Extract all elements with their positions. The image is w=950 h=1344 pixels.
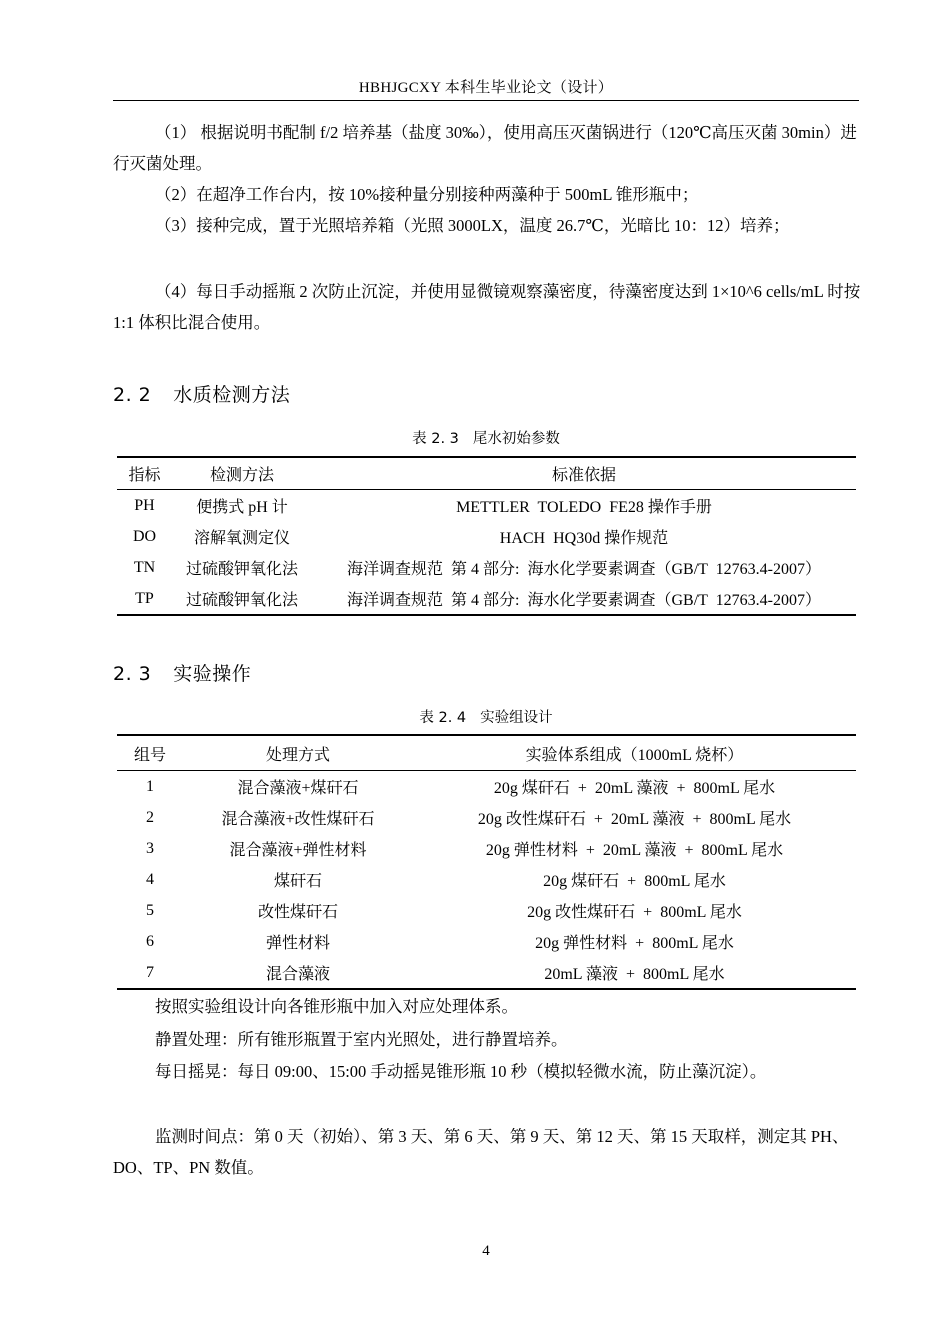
paragraph-static: 静置处理：所有锥形瓶置于室内光照处，进行静置培养。 [155, 1030, 568, 1049]
table-row [117, 552, 856, 583]
table-cell: 便携式 pH 计 [196, 499, 288, 516]
table-row [117, 957, 856, 989]
table-cell: DO [132, 527, 157, 545]
table-cell: 海洋调查规范 第 4 部分: 海水化学要素调查（GB/T 12763.4-2007） [347, 592, 821, 609]
column-header: 指标 [128, 467, 161, 484]
table-cell: 6 [146, 932, 154, 950]
table-cell: 20g 改性煤矸石 + 800mL 尾水 [527, 904, 742, 921]
paragraph-step-1: （1） 根据说明书配制 f/2 培养基（盐度 30‰），使用高压灭菌锅进行（120℃高压灭菌 30min）进行灭菌处理。 [113, 123, 857, 173]
paragraph-step-2: （2）在超净工作台内，按 10%接种量分别接种两藻种于 500mL 锥形瓶中； [155, 185, 699, 204]
table-cell: PH [134, 496, 155, 514]
column-header: 检测方法 [209, 467, 274, 484]
table-title: 实验组设计 [480, 710, 553, 726]
table-cell: 20g 弹性材料 + 800mL 尾水 [535, 935, 734, 952]
table-row [117, 895, 856, 926]
column-header: 实验体系组成（1000mL 烧杯） [525, 746, 744, 764]
section-heading-2-2 [113, 380, 290, 407]
table-row [117, 521, 856, 552]
paragraph-monitoring: 监测时间点：第 0 天（初始）、第 3 天、第 6 天、第 9 天、第 12 天、第 15 天取样，测定其 PH、DO、TP、PN 数值。 [113, 1127, 849, 1177]
table-title: 尾水初始参数 [472, 431, 560, 447]
table-row [117, 833, 856, 864]
column-header: 处理方式 [265, 746, 330, 764]
table-header-row [117, 457, 856, 490]
table-cell: METTLER TOLEDO FE28 操作手册 [456, 499, 712, 516]
table-cell: 混合藻液+弹性材料 [229, 842, 367, 859]
section-heading-2-3 [113, 659, 251, 686]
table-cell: 溶解氧测定仪 [193, 530, 290, 547]
table-water-params [117, 456, 856, 616]
paragraph-step-3: （3）接种完成，置于光照培养箱（光照 3000LX，温度 26.7℃，光暗比 10：12）培养； [155, 216, 790, 235]
table-experiment-groups [117, 734, 856, 990]
table-row [117, 802, 856, 833]
table-cell: 混合藻液+改性煤矸石 [221, 811, 375, 828]
paragraph-step-4: （4）每日手动摇瓶 2 次防止沉淀，并使用显微镜观察藻密度，待藻密度达到 1×10^6 cells/mL 时按 1:1 体积比混合使用。 [113, 282, 861, 332]
table-cell: 混合藻液+煤矸石 [237, 780, 359, 797]
table-caption-2-3 [113, 427, 859, 448]
table-header-row [117, 735, 856, 771]
section-title: 水质检测方法 [173, 384, 291, 406]
page-number: 4 [482, 1243, 490, 1259]
table-row [117, 490, 856, 522]
section-number: 2. 3 [113, 663, 152, 685]
table-cell: 1 [146, 777, 154, 795]
table-cell: 20g 煤矸石 + 20mL 藻液 + 800mL 尾水 [493, 780, 776, 797]
table-cell: HACH HQ30d 操作规范 [499, 530, 669, 547]
column-header: 标准依据 [551, 467, 616, 484]
table-cell: 20g 煤矸石 + 800mL 尾水 [543, 873, 726, 890]
table-row [117, 771, 856, 803]
section-number: 2. 2 [113, 384, 152, 406]
table-cell: 混合藻液 [265, 966, 330, 983]
table-row [117, 926, 856, 957]
header-rule [113, 100, 859, 101]
table-cell: 海洋调查规范 第 4 部分: 海水化学要素调查（GB/T 12763.4-2007） [347, 561, 821, 578]
page-header: HBHJGCXY 本科生毕业论文（设计） [358, 80, 614, 96]
table-row [117, 583, 856, 615]
table-cell: 3 [146, 839, 154, 857]
table-number: 表 2. 3 [412, 431, 459, 447]
table-cell: 7 [146, 963, 154, 981]
table-number: 表 2. 4 [419, 710, 467, 726]
table-cell: 5 [146, 901, 154, 919]
section-title: 实验操作 [173, 663, 252, 685]
table-cell: TN [133, 558, 156, 576]
table-cell: 过硫酸钾氧化法 [185, 592, 298, 609]
table-cell: 20g 改性煤矸石 + 20mL 藻液 + 800mL 尾水 [477, 811, 792, 828]
table-cell: TP [135, 589, 154, 607]
table-cell: 弹性材料 [265, 935, 330, 952]
column-header: 组号 [133, 746, 166, 764]
table-cell: 20mL 藻液 + 800mL 尾水 [544, 966, 725, 983]
table-cell: 4 [146, 870, 154, 888]
table-row [117, 864, 856, 895]
table-caption-2-4 [113, 706, 859, 727]
table-cell: 20g 弹性材料 + 20mL 藻液 + 800mL 尾水 [485, 842, 784, 859]
paragraph-setup: 按照实验组设计向各锥形瓶中加入对应处理体系。 [155, 997, 518, 1016]
table-cell: 改性煤矸石 [257, 904, 338, 921]
table-cell: 2 [146, 808, 154, 826]
table-cell: 煤矸石 [273, 873, 322, 890]
paragraph-shaking: 每日摇晃：每日 09:00、15:00 手动摇晃锥形瓶 10 秒（模拟轻微水流，防止藻沉淀）。 [155, 1062, 767, 1081]
table-cell: 过硫酸钾氧化法 [185, 561, 298, 578]
